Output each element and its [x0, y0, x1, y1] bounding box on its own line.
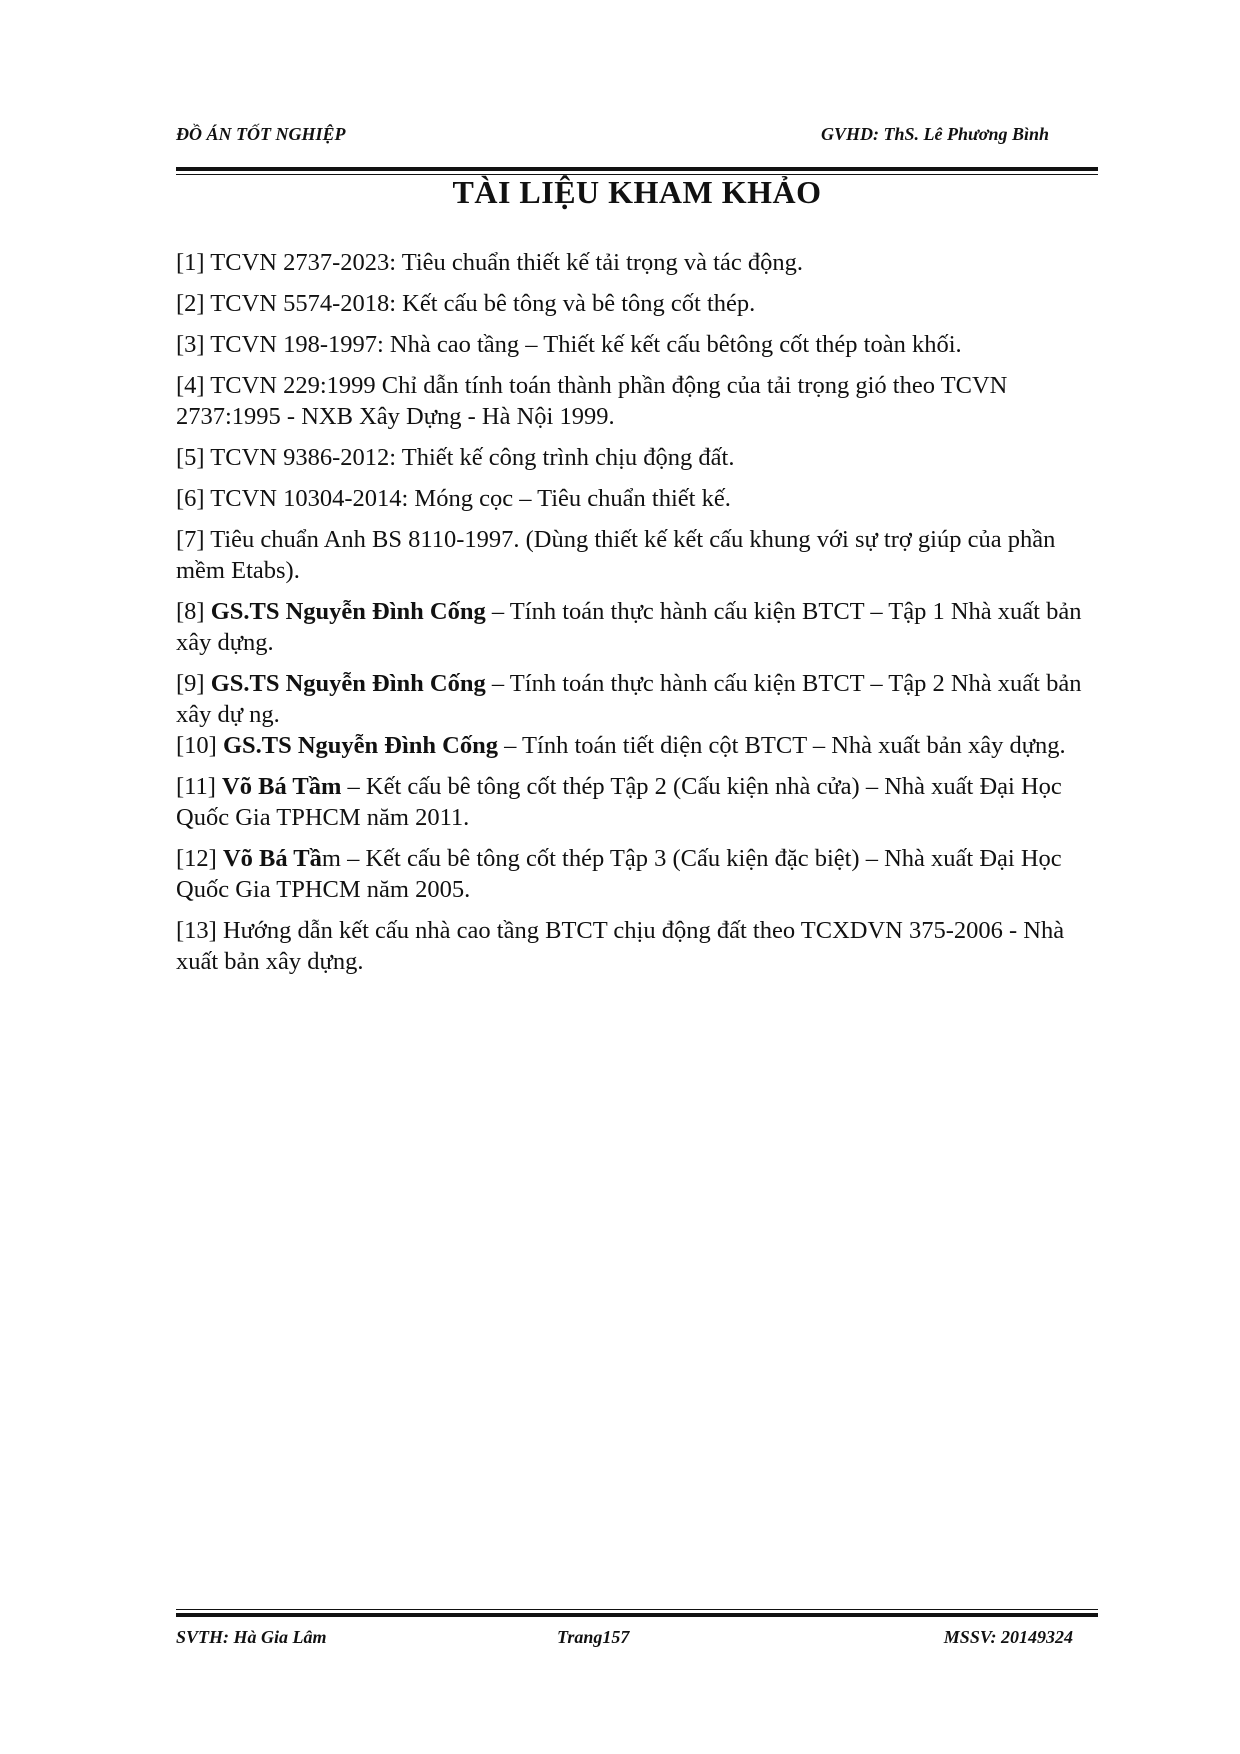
reference-text: TCVN 9386-2012: Thiết kế công trình chịu động đất.: [210, 444, 735, 471]
footer-page-number: Trang157: [557, 1627, 630, 1647]
footer-student-id: MSSV: 20149324: [943, 1627, 1073, 1647]
reference-text: – Tính toán tiết diện cột BTCT – Nhà xuất bản xây dựng.: [498, 732, 1066, 759]
reference-number: [9]: [176, 670, 205, 697]
reference-author: Võ Bá Tầm: [222, 773, 342, 800]
reference-item: [176, 771, 1098, 833]
header-advisor: GVHD: ThS. Lê Phương Bình: [821, 124, 1049, 144]
reference-number: [1]: [176, 249, 205, 276]
reference-item: [176, 915, 1098, 977]
reference-number: [4]: [176, 372, 205, 399]
reference-number: [5]: [176, 444, 205, 471]
reference-item: [176, 843, 1098, 905]
reference-author: GS.TS Nguyễn Đình Cống: [210, 670, 486, 697]
reference-item: [176, 288, 1098, 319]
reference-author: Võ Bá Tầ: [222, 845, 322, 872]
reference-text: m – Kết cấu bê tông cốt thép Tập 3 (Cấu kiện đặc biệt) – Nhà xuất Đại Học Quốc Gia TPHCM năm 2005.: [176, 845, 1062, 903]
reference-number: [8]: [176, 598, 205, 625]
header-rule-thick: [176, 167, 1098, 171]
reference-author: GS.TS Nguyễn Đình Cống: [222, 732, 498, 759]
reference-number: [13]: [176, 917, 217, 944]
reference-item: [176, 483, 1098, 514]
reference-item: [176, 668, 1098, 730]
reference-text: TCVN 2737-2023: Tiêu chuẩn thiết kế tải trọng và tác động.: [210, 249, 803, 276]
reference-text: TCVN 10304-2014: Móng cọc – Tiêu chuẩn thiết kế.: [210, 485, 731, 512]
reference-text: TCVN 229:1999 Chỉ dẫn tính toán thành phần động của tải trọng gió theo TCVN 2737:1995 - NXB Xây Dựng - Hà Nội 1999.: [176, 372, 1008, 430]
reference-text: TCVN 198-1997: Nhà cao tầng – Thiết kế kết cấu bêtông cốt thép toàn khối.: [210, 331, 962, 358]
header-thesis-label: ĐỒ ÁN TỐT NGHIỆP: [176, 124, 346, 144]
reference-number: [2]: [176, 290, 205, 317]
reference-item: [176, 596, 1098, 658]
footer-student: SVTH: Hà Gia Lâm: [176, 1627, 327, 1647]
reference-list: [176, 247, 1098, 987]
reference-number: [6]: [176, 485, 205, 512]
reference-item: [176, 442, 1098, 473]
footer-rule-thin: [176, 1609, 1098, 1610]
reference-text: Tiêu chuẩn Anh BS 8110-1997. (Dùng thiết kế kết cấu khung với sự trợ giúp của phần mềm Etabs).: [176, 526, 1056, 584]
reference-item: [176, 247, 1098, 278]
reference-number: [12]: [176, 845, 217, 872]
reference-number: [7]: [176, 526, 205, 553]
reference-text: – Tính toán thực hành cấu kiện BTCT – Tập 1 Nhà xuất bản xây dựng.: [176, 598, 1082, 656]
reference-text: Hướng dẫn kết cấu nhà cao tầng BTCT chịu động đất theo TCXDVN 375-2006 - Nhà xuất bản xây dựng.: [176, 917, 1065, 975]
reference-number: [11]: [176, 773, 216, 800]
reference-text: – Kết cấu bê tông cốt thép Tập 2 (Cấu kiện nhà cửa) – Nhà xuất Đại Học Quốc Gia TPHCM năm 2011.: [176, 773, 1062, 831]
reference-item: [176, 730, 1098, 761]
reference-item: [176, 524, 1098, 586]
reference-text: TCVN 5574-2018: Kết cấu bê tông và bê tông cốt thép.: [210, 290, 756, 317]
reference-number: [3]: [176, 331, 205, 358]
page-header: [176, 124, 1049, 154]
page-footer: [176, 1627, 1073, 1657]
page-title: TÀI LIỆU KHAM KHẢO: [452, 174, 822, 210]
footer-rule-thick: [176, 1613, 1098, 1617]
reference-text: – Tính toán thực hành cấu kiện BTCT – Tập 2 Nhà xuất bản xây dự ng.: [176, 670, 1082, 728]
reference-item: [176, 329, 1098, 360]
reference-author: GS.TS Nguyễn Đình Cống: [210, 598, 486, 625]
reference-item: [176, 370, 1098, 432]
reference-number: [10]: [176, 732, 217, 759]
